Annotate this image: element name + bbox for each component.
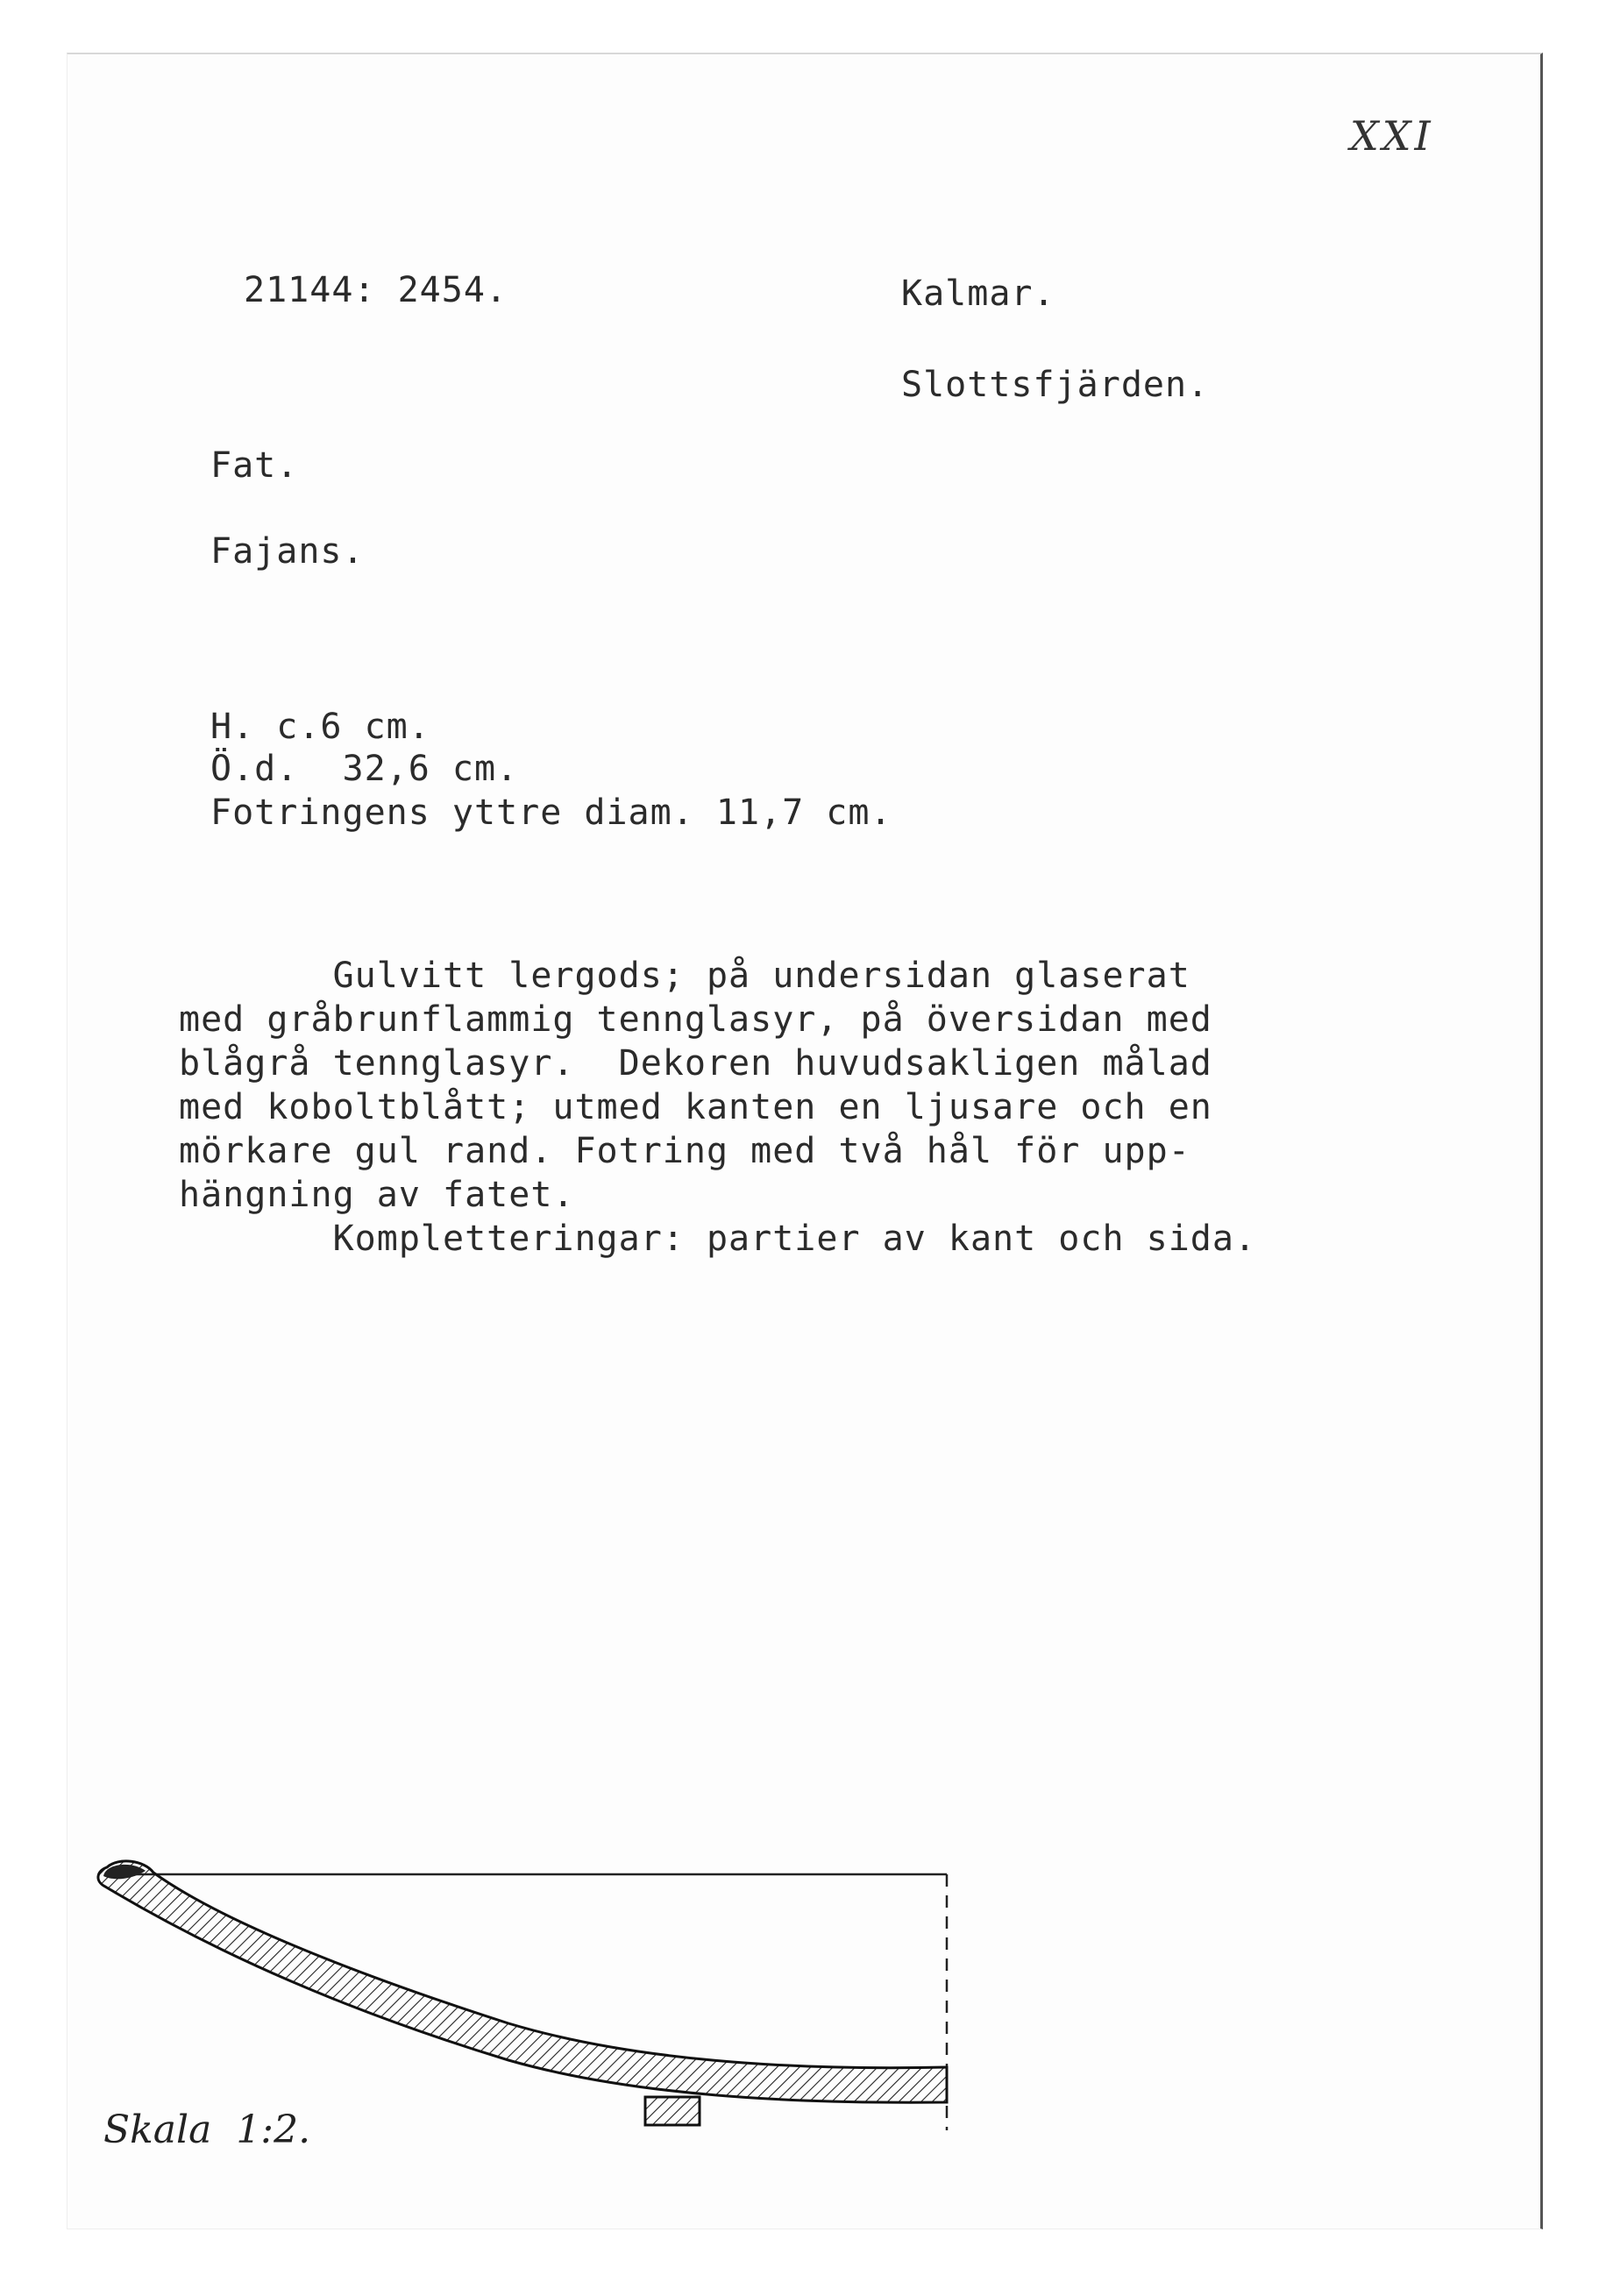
description-line: hängning av fatet. bbox=[179, 1175, 575, 1215]
object-type: Fat. bbox=[210, 445, 299, 486]
scale-label: Skala 1:2. bbox=[103, 2108, 311, 2152]
description-line: med koboltblått; utmed kanten en ljusare och en bbox=[179, 1087, 1212, 1127]
location-city: Kalmar. bbox=[901, 274, 1055, 314]
dimension-foot-ring-diameter: Fotringens yttre diam. 11,7 cm. bbox=[210, 793, 892, 833]
corner-mark: XXI bbox=[1350, 112, 1434, 160]
description-line: Kompletteringar: partier av kant och sida. bbox=[179, 1219, 1257, 1259]
description bbox=[179, 954, 1432, 1261]
description-line: Gulvitt lergods; på undersidan glaserat bbox=[179, 956, 1190, 996]
description-line: mörkare gul rand. Fotring med två hål för upp- bbox=[179, 1131, 1190, 1171]
location-site: Slottsfjärden. bbox=[901, 365, 1210, 405]
description-line: blågrå tennglasyr. Dekoren huvudsakligen målad bbox=[179, 1043, 1212, 1084]
object-material: Fajans. bbox=[210, 531, 365, 572]
dimension-height: H. c.6 cm. bbox=[210, 707, 430, 747]
foot-ring bbox=[645, 2097, 700, 2125]
catalog-number: 21144: 2454. bbox=[244, 270, 508, 310]
dish-wall-section bbox=[98, 1861, 947, 2102]
description-line: med gråbrunflammig tennglasyr, på översidan med bbox=[179, 999, 1212, 1040]
dimension-rim-diameter: Ö.d. 32,6 cm. bbox=[210, 749, 519, 789]
